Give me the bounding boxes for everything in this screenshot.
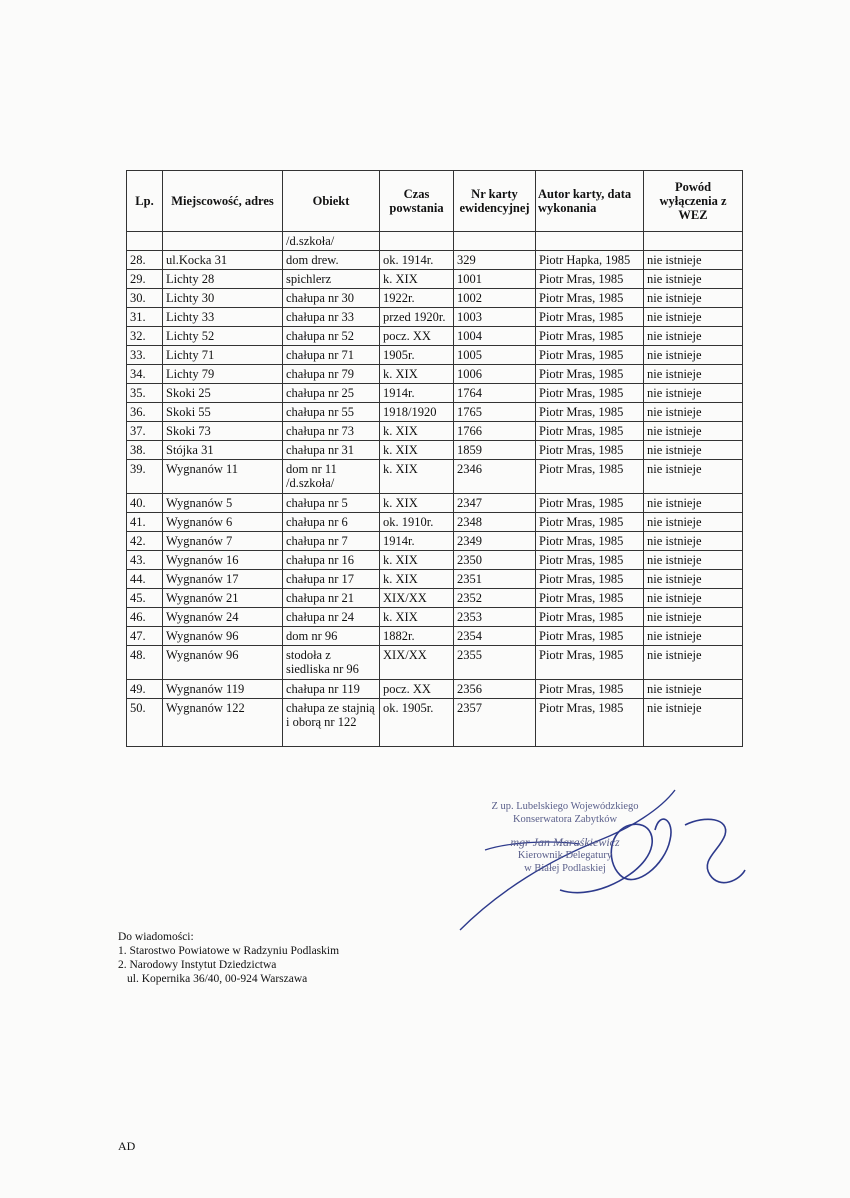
cell-period: k. XIX — [380, 365, 454, 384]
table-row — [127, 513, 743, 532]
cell-lp: 36. — [127, 403, 163, 422]
cell-reason: nie istnieje — [644, 513, 743, 532]
cell-period: k. XIX — [380, 460, 454, 494]
cell-author: Piotr Mras, 1985 — [536, 270, 644, 289]
table-row — [127, 308, 743, 327]
cell-address: Lichty 52 — [163, 327, 283, 346]
cell-period: 1914r. — [380, 384, 454, 403]
cell-lp: 33. — [127, 346, 163, 365]
cell-lp: 39. — [127, 460, 163, 494]
cell-author: Piotr Mras, 1985 — [536, 327, 644, 346]
cell-address: Wygnanów 11 — [163, 460, 283, 494]
cell-lp: 29. — [127, 270, 163, 289]
header-lp: Lp. — [127, 171, 163, 232]
cell-lp: 34. — [127, 365, 163, 384]
cell-reason: nie istnieje — [644, 627, 743, 646]
cell-author: Piotr Mras, 1985 — [536, 532, 644, 551]
stamp-line-2: Konserwatora Zabytków — [512, 814, 618, 825]
cell-author: Piotr Mras, 1985 — [536, 422, 644, 441]
cell-period: k. XIX — [380, 570, 454, 589]
header-author: Autor karty, data wykonania — [536, 171, 644, 232]
cell-card-no: 1765 — [454, 403, 536, 422]
notice-item-1: 1. Starostwo Powiatowe w Radzyniu Podlaskim — [118, 945, 340, 957]
table-row — [127, 251, 743, 270]
cell-period: ok. 1910r. — [380, 513, 454, 532]
cell-object: chałupa nr 31 — [283, 441, 380, 460]
cell-author: Piotr Mras, 1985 — [536, 441, 644, 460]
cell-reason: nie istnieje — [644, 589, 743, 608]
table-row — [127, 608, 743, 627]
header-card-no: Nr karty ewidencyjnej — [454, 171, 536, 232]
cell-author: Piotr Mras, 1985 — [536, 403, 644, 422]
cell-address: Wygnanów 17 — [163, 570, 283, 589]
cell-period: 1922r. — [380, 289, 454, 308]
cell-address: Lichty 28 — [163, 270, 283, 289]
cell-object: chałupa nr 25 — [283, 384, 380, 403]
cell-card-no: 2354 — [454, 627, 536, 646]
cell-lp: 48. — [127, 646, 163, 680]
cell-address — [163, 232, 283, 251]
cell-author: Piotr Mras, 1985 — [536, 570, 644, 589]
table-row — [127, 403, 743, 422]
cell-period: pocz. XX — [380, 680, 454, 699]
cell-card-no: 1001 — [454, 270, 536, 289]
cell-object: dom nr 11 /d.szkoła/ — [283, 460, 380, 494]
stamp-line-1: Z up. Lubelskiego Wojewódzkiego — [491, 801, 639, 812]
cell-card-no: 1002 — [454, 289, 536, 308]
cell-reason: nie istnieje — [644, 251, 743, 270]
cell-author: Piotr Mras, 1985 — [536, 551, 644, 570]
cell-object: chałupa nr 24 — [283, 608, 380, 627]
header-period: Czas powstania — [380, 171, 454, 232]
cell-reason: nie istnieje — [644, 403, 743, 422]
cell-lp: 38. — [127, 441, 163, 460]
table-row — [127, 646, 743, 680]
cell-lp: 46. — [127, 608, 163, 627]
cell-period: k. XIX — [380, 494, 454, 513]
cell-period — [380, 232, 454, 251]
cell-reason: nie istnieje — [644, 346, 743, 365]
cell-object: chałupa nr 16 — [283, 551, 380, 570]
cell-author: Piotr Mras, 1985 — [536, 460, 644, 494]
cell-address: Lichty 33 — [163, 308, 283, 327]
stamp-line-4: w Białej Podlaskiej — [524, 863, 606, 874]
cell-card-no: 2349 — [454, 532, 536, 551]
table-row — [127, 327, 743, 346]
cell-reason: nie istnieje — [644, 551, 743, 570]
cell-object: chałupa nr 6 — [283, 513, 380, 532]
cell-address: Wygnanów 96 — [163, 646, 283, 680]
monuments-table — [126, 170, 743, 747]
cell-object: chałupa nr 71 — [283, 346, 380, 365]
table-row — [127, 365, 743, 384]
cell-lp: 30. — [127, 289, 163, 308]
cell-author: Piotr Mras, 1985 — [536, 627, 644, 646]
table-row — [127, 289, 743, 308]
cell-card-no: 1859 — [454, 441, 536, 460]
cell-address: Wygnanów 5 — [163, 494, 283, 513]
table-row — [127, 494, 743, 513]
table-row — [127, 589, 743, 608]
cell-object: chałupa nr 17 — [283, 570, 380, 589]
table-row — [127, 680, 743, 699]
cell-reason: nie istnieje — [644, 494, 743, 513]
notice-item-3: ul. Kopernika 36/40, 00-924 Warszawa — [127, 973, 308, 985]
cell-reason: nie istnieje — [644, 680, 743, 699]
cell-lp: 32. — [127, 327, 163, 346]
cell-author: Piotr Mras, 1985 — [536, 494, 644, 513]
table-row-continuation — [127, 232, 743, 251]
table-row — [127, 551, 743, 570]
cell-period: k. XIX — [380, 422, 454, 441]
cell-reason: nie istnieje — [644, 441, 743, 460]
cell-lp: 35. — [127, 384, 163, 403]
table-header-row — [127, 171, 743, 232]
cell-lp: 45. — [127, 589, 163, 608]
cell-reason: nie istnieje — [644, 460, 743, 494]
cell-period: XIX/XX — [380, 646, 454, 680]
cell-lp: 43. — [127, 551, 163, 570]
cell-address: Wygnanów 6 — [163, 513, 283, 532]
cell-object: stodoła z siedliska nr 96 — [283, 646, 380, 680]
table-row — [127, 384, 743, 403]
cell-author: Piotr Mras, 1985 — [536, 346, 644, 365]
cell-reason: nie istnieje — [644, 608, 743, 627]
cell-author: Piotr Mras, 1985 — [536, 680, 644, 699]
cell-lp: 50. — [127, 699, 163, 747]
cell-address: Lichty 79 — [163, 365, 283, 384]
cell-address: Lichty 30 — [163, 289, 283, 308]
cell-object: chałupa nr 7 — [283, 532, 380, 551]
cell-object: /d.szkoła/ — [283, 232, 380, 251]
cell-card-no: 1005 — [454, 346, 536, 365]
cell-lp: 40. — [127, 494, 163, 513]
cell-period: XIX/XX — [380, 589, 454, 608]
cell-card-no: 2352 — [454, 589, 536, 608]
cell-period: k. XIX — [380, 441, 454, 460]
cell-card-no: 2351 — [454, 570, 536, 589]
cell-card-no: 2350 — [454, 551, 536, 570]
cell-lp — [127, 232, 163, 251]
cell-card-no: 1003 — [454, 308, 536, 327]
cell-address: Wygnanów 119 — [163, 680, 283, 699]
cell-lp: 49. — [127, 680, 163, 699]
cell-period: 1914r. — [380, 532, 454, 551]
cell-author: Piotr Mras, 1985 — [536, 589, 644, 608]
stamp-line-3: Kierownik Delegatury — [517, 850, 613, 861]
table-row — [127, 422, 743, 441]
cell-lp: 47. — [127, 627, 163, 646]
table-row — [127, 627, 743, 646]
cell-object: chałupa nr 30 — [283, 289, 380, 308]
cell-author: Piotr Mras, 1985 — [536, 308, 644, 327]
cell-object: spichlerz — [283, 270, 380, 289]
cell-object: chałupa nr 55 — [283, 403, 380, 422]
cell-period: ok. 1914r. — [380, 251, 454, 270]
cell-lp: 41. — [127, 513, 163, 532]
cell-address: ul.Kocka 31 — [163, 251, 283, 270]
cell-author: Piotr Mras, 1985 — [536, 513, 644, 532]
distribution-list — [118, 930, 339, 986]
table-row — [127, 346, 743, 365]
cell-author: Piotr Mras, 1985 — [536, 384, 644, 403]
cell-author: Piotr Mras, 1985 — [536, 699, 644, 747]
cell-card-no: 1004 — [454, 327, 536, 346]
cell-address: Stójka 31 — [163, 441, 283, 460]
table-body — [127, 232, 743, 747]
cell-period: k. XIX — [380, 551, 454, 570]
table-row — [127, 570, 743, 589]
cell-card-no: 1764 — [454, 384, 536, 403]
cell-period: ok. 1905r. — [380, 699, 454, 747]
cell-card-no: 2353 — [454, 608, 536, 627]
cell-period: przed 1920r. — [380, 308, 454, 327]
header-address: Miejscowość, adres — [163, 171, 283, 232]
table-row — [127, 270, 743, 289]
cell-card-no — [454, 232, 536, 251]
cell-reason: nie istnieje — [644, 308, 743, 327]
stamp-name: mgr Jan Maraśkiewicz — [510, 835, 620, 849]
cell-object: chałupa nr 21 — [283, 589, 380, 608]
cell-address: Wygnanów 16 — [163, 551, 283, 570]
cell-reason: nie istnieje — [644, 289, 743, 308]
cell-address: Skoki 25 — [163, 384, 283, 403]
cell-reason: nie istnieje — [644, 646, 743, 680]
cell-address: Wygnanów 7 — [163, 532, 283, 551]
cell-address: Skoki 55 — [163, 403, 283, 422]
cell-card-no: 2347 — [454, 494, 536, 513]
cell-author: Piotr Mras, 1985 — [536, 646, 644, 680]
header-reason: Powód wyłączenia z WEZ — [644, 171, 743, 232]
cell-object: dom drew. — [283, 251, 380, 270]
cell-card-no: 1766 — [454, 422, 536, 441]
cell-card-no: 2357 — [454, 699, 536, 747]
cell-address: Lichty 71 — [163, 346, 283, 365]
cell-lp: 42. — [127, 532, 163, 551]
cell-address: Wygnanów 122 — [163, 699, 283, 747]
cell-reason: nie istnieje — [644, 270, 743, 289]
cell-author — [536, 232, 644, 251]
cell-object: chałupa nr 33 — [283, 308, 380, 327]
official-stamp — [470, 800, 660, 875]
cell-object: chałupa nr 5 — [283, 494, 380, 513]
notice-item-2: 2. Narodowy Instytut Dziedzictwa — [118, 959, 277, 971]
table-row — [127, 532, 743, 551]
cell-author: Piotr Mras, 1985 — [536, 365, 644, 384]
notice-title: Do wiadomości: — [118, 931, 194, 943]
cell-card-no: 2355 — [454, 646, 536, 680]
footer-code: AD — [118, 1139, 136, 1153]
cell-object: chałupa nr 73 — [283, 422, 380, 441]
cell-author: Piotr Mras, 1985 — [536, 608, 644, 627]
cell-period: k. XIX — [380, 270, 454, 289]
cell-card-no: 329 — [454, 251, 536, 270]
cell-card-no: 1006 — [454, 365, 536, 384]
cell-period: 1882r. — [380, 627, 454, 646]
cell-reason — [644, 232, 743, 251]
cell-card-no: 2348 — [454, 513, 536, 532]
cell-object: chałupa nr 52 — [283, 327, 380, 346]
cell-object: chałupa nr 119 — [283, 680, 380, 699]
cell-reason: nie istnieje — [644, 327, 743, 346]
cell-address: Wygnanów 21 — [163, 589, 283, 608]
header-object: Obiekt — [283, 171, 380, 232]
cell-lp: 37. — [127, 422, 163, 441]
cell-author: Piotr Hapka, 1985 — [536, 251, 644, 270]
cell-lp: 31. — [127, 308, 163, 327]
cell-address: Skoki 73 — [163, 422, 283, 441]
cell-reason: nie istnieje — [644, 532, 743, 551]
cell-period: k. XIX — [380, 608, 454, 627]
cell-card-no: 2346 — [454, 460, 536, 494]
cell-period: 1905r. — [380, 346, 454, 365]
cell-address: Wygnanów 24 — [163, 608, 283, 627]
table-row — [127, 460, 743, 494]
cell-object: chałupa nr 79 — [283, 365, 380, 384]
cell-reason: nie istnieje — [644, 699, 743, 747]
cell-address: Wygnanów 96 — [163, 627, 283, 646]
cell-author: Piotr Mras, 1985 — [536, 289, 644, 308]
table-row — [127, 441, 743, 460]
cell-period: pocz. XX — [380, 327, 454, 346]
cell-reason: nie istnieje — [644, 422, 743, 441]
cell-reason: nie istnieje — [644, 570, 743, 589]
cell-lp: 28. — [127, 251, 163, 270]
cell-object: dom nr 96 — [283, 627, 380, 646]
cell-card-no: 2356 — [454, 680, 536, 699]
table-row — [127, 699, 743, 747]
cell-reason: nie istnieje — [644, 384, 743, 403]
cell-lp: 44. — [127, 570, 163, 589]
cell-period: 1918/1920 — [380, 403, 454, 422]
cell-object: chałupa ze stajnią i oborą nr 122 — [283, 699, 380, 747]
cell-reason: nie istnieje — [644, 365, 743, 384]
